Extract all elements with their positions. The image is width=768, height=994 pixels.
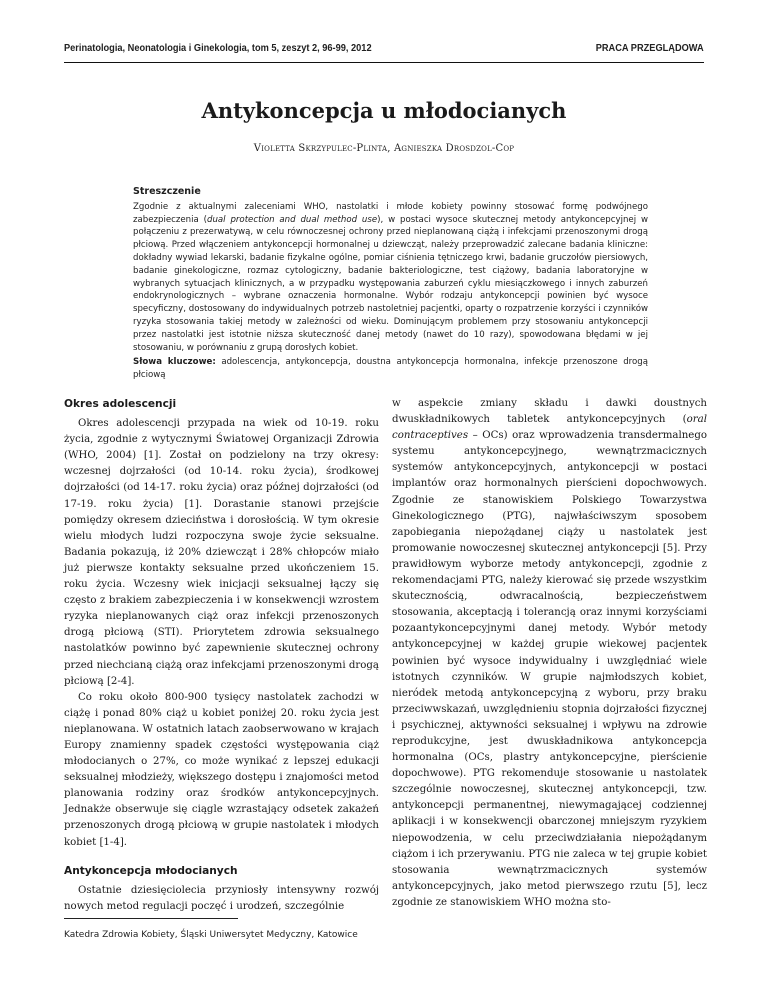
article-authors: Violetta Skrzypulec-Plinta, Agnieszka Drosdzol-Cop: [253, 143, 515, 154]
article-type: PRACA PRZEGLĄDOWA: [596, 42, 704, 54]
paragraph: Okres adolescencji przypada na wiek od 10-19. roku życia, zgodnie z wytycznymi Światowej Organizacji Zdrowia (WHO, 2004) [1]. Został on podzielony na trzy okresy: wczesnej dojrzałości (od 10-14. roku życia), środkowej dojrzałości (od 14-17. roku życia) oraz późnej dojrzałości (od 17-19. roku życia) [1]. Dorastanie stanowi przejście pomiędzy okresem dzieciństwa i dorosłością. W tym okresie wielu młodych ludzi rozpoczyna swoje życie seksualne. Badania pokazują, iż 20% dziewcząt i 28% chłopców miało już pierwsze kontakty seksualne przed ukończeniem 15. roku życia. Wczesny wiek inicjacji seksualnej łączy się często z brakiem zabezpieczenia i w konsekwencji wzrostem ryzyka nieplanowanych ciąż oraz infekcji przenoszonych drogą płciową (STI). Priorytetem zdrowia seksualnego nastolatków powinno być zapewnienie skutecznej ochrony przed niechcianą ciążą oraz infekcjami przenoszonymi drogą płciową [2-4].: [64, 418, 379, 687]
journal-citation: Perinatologia, Neonatologia i Ginekologia, tom 5, zeszyt 2, 96-99, 2012: [64, 42, 372, 54]
left-column: [64, 396, 379, 915]
paragraph: Co roku około 800-900 tysięcy nastolatek zachodzi w ciążę i ponad 80% ciąż u kobiet poniżej 20. roku życia jest nieplanowana. W ostatnich latach zaobserwowano w krajach Europy znamienny spadek częstości występowania ciąż młodocianych o 27%, co może wynikać z lepszej edukacji seksualnej młodzieży, większego dostępu i znajomości metod planowania rodziny oraz środków antykoncepcyjnych. Jednakże obserwuje się ciągle wzrastający odsetek zakażeń przenoszonych drogą płciową w grupie nastolatek i młodych kobiet [1-4].: [64, 691, 379, 848]
abstract: [133, 186, 648, 382]
paragraph: Ostatnie dziesięciolecia przyniosły intensywny rozwój nowych metod regulacji poczęć i urodzeń, szczególnie: [64, 884, 379, 912]
right-column: [392, 396, 707, 911]
keywords-label: Słowa kluczowe:: [133, 357, 216, 368]
keywords-list: adolescencja, antykoncepcja, doustna antykoncepcja hormonalna, infekcje przenoszone drogą płciową: [133, 357, 648, 381]
running-header: [64, 42, 704, 63]
section-heading-adolescence: Okres adolescencji: [64, 398, 177, 410]
section-heading-contraception: Antykoncepcja młodocianych: [64, 864, 238, 877]
article-title: Antykoncepcja u młodocianych: [201, 98, 567, 123]
footnote-divider: [64, 918, 238, 919]
abstract-text: Zgodnie z aktualnymi zaleceniami WHO, nastolatki i młode kobiety powinny stosować formę podwójnego zabezpieczenia (dual protection and dual method use), w postaci wysoce skutecznej metody antykoncepcyjnej w połączeniu z prezerwatywą, w celu równoczesnej ochrony przed nieplanowaną ciążą i infekcjami przenoszonymi drogą płciową. Przed włączeniem antykoncepcji hormonalnej u dziewcząt, należy przeprowadzić zalecane badania kliniczne: dokładny wywiad lekarski, badanie fizykalne ogólne, pomiar ciśnienia tętniczego krwi, badanie gruczołów piersiowych, badanie ginekologiczne, rozmaz cytologiczny, badanie bakteriologiczne, test ciążowy, badania laboratoryjne w wybranych sytuacjach klinicznych, a w przypadku występowania zaburzeń cyklu miesiączkowego i innych zaburzeń endokrynologicznych – wybrane oznaczenia hormonalne. Wybór rodzaju antykoncepcji powinien być wysoce specyficzny, dostosowany do indywidualnych potrzeb nastoletniej pacjentki, oparty o rozpatrzenie korzyści i czynników ryzyka stosowania takiej metody w zależności od wieku. Dominującym problemem przy stosowaniu antykoncepcji przez nastolatki jest istotnie niższa skuteczność danej metody (nawet do 10 razy), spowodowana błędami w jej stosowaniu, w porównaniu z grupą dorosłych kobiet.: [133, 201, 648, 353]
paragraph: w aspekcie zmiany składu i dawki doustnych dwuskładnikowych tabletek antykoncepcyjnych (oral contraceptives – OCs) oraz wprowadzenia transdermalnego systemu antykoncepcyjnego, wewnątrzmacicznych systemów antykoncepcyjnych, antykoncepcji w postaci implantów oraz hormonalnych pierścieni dopochwowych. Zgodnie ze stanowiskiem Polskiego Towarzystwa Ginekologicznego (PTG), najwłaściwszym sposobem zapobiegania niepożądanej ciąży u nastolatek jest promowanie nowoczesnej skutecznej antykoncepcji [5]. Przy prawidłowym wyborze metody antykoncepcji, zgodnie z rekomendacjami PTG, należy kierować się przede wszystkim skutecznością, odwracalnością, bezpieczeństwem stosowania, akceptacją i tolerancją oraz innymi korzyściami pozaantykoncepcyjnymi danej metody. Wybór metody antykoncepcyjnej w każdej grupie wiekowej pacjentek powinien być wysoce indywidualny i uwzględniać wiele istotnych czynników. W grupie najmłodszych kobiet, nieródek metodą antykoncepcyjną z wyboru, przy braku przeciwwskazań, uwzględnieniu stopnia dojrzałości fizycznej i psychicznej, aktywności seksualnej i wpływu na zdrowie reprodukcyjne, jest dwuskładnikowa antykoncepcja hormonalna (OCs, plastry antykoncepcyjne, pierścienie dopochwowe). PTG rekomenduje stosowanie u nastolatek szczególnie nowoczesnej, skutecznej antykoncepcji, tzw. antykoncepcji permanentnej, niewymagającej codziennej aplikacji i w konsekwencji obarczonej mniejszym ryzykiem niepowodzenia, w celu przeciwdziałania niepożądanym ciążom i ich przerywaniu. PTG nie zaleca w tej grupie kobiet stosowania wewnątrzmacicznych systemów antykoncepcyjnych, jako metod pierwszego rzutu [5], lecz zgodnie ze stanowiskiem WHO można sto-: [392, 398, 707, 908]
keywords: [133, 356, 648, 382]
affiliation-footnote: Katedra Zdrowia Kobiety, Śląski Uniwersytet Medyczny, Katowice: [64, 930, 358, 940]
abstract-heading: Streszczenie: [133, 186, 201, 197]
